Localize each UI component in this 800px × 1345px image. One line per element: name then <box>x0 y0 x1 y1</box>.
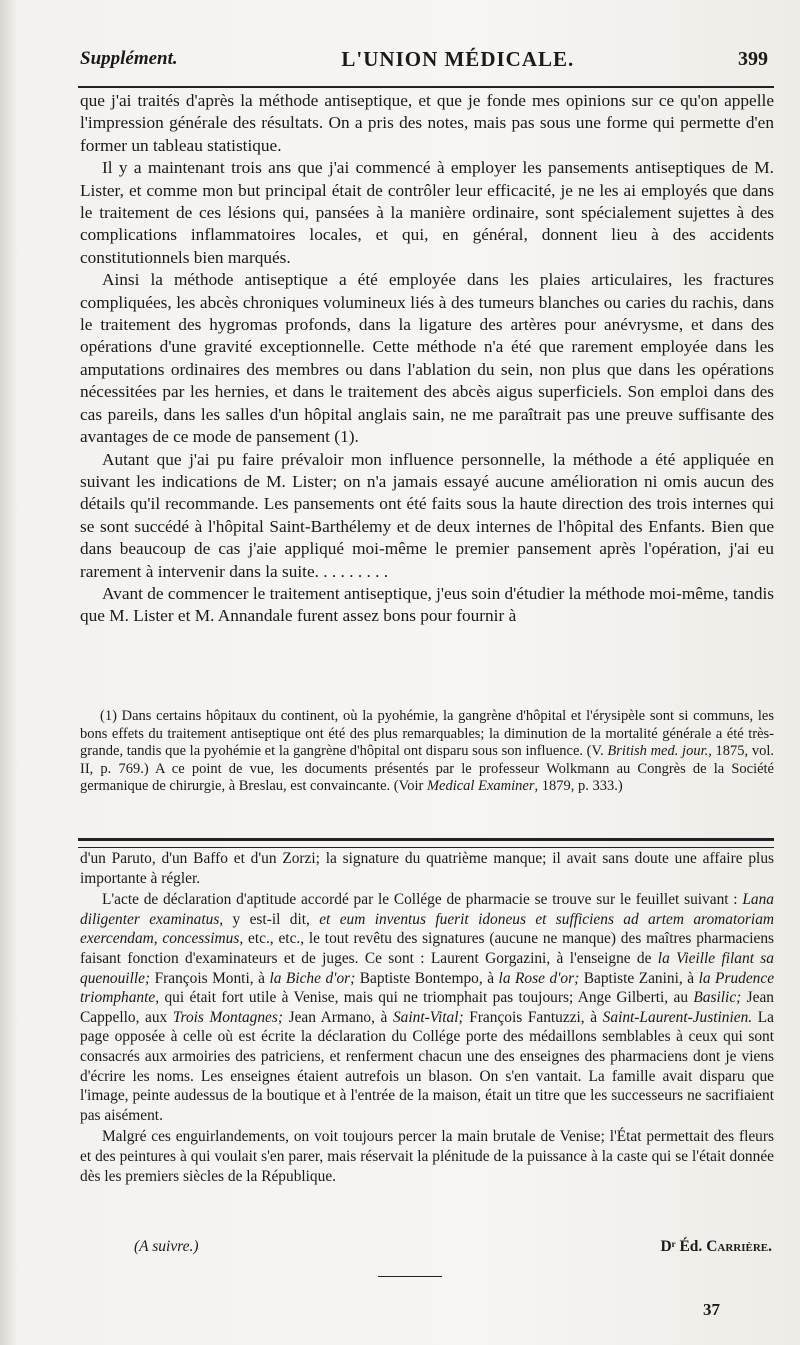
page-header <box>80 42 770 76</box>
footnote-text: , 1875, vol. II, p. 769.) A ce point de vue, les documents présentés par le professeur Wolkmann au Congrès de la Société germanique de chirurgie, à Breslau, est convaincante. (Voir <box>80 743 774 795</box>
author-name: Carrière. <box>706 1238 772 1255</box>
header-section-label: Supplément. <box>80 48 178 69</box>
author-signature <box>660 1238 774 1260</box>
shop-sign: Trois Montagnes; <box>172 1008 284 1026</box>
body-paragraph: Autant que j'ai pu faire prévaloir mon influence personnelle, la méthode a été appliquée en suivant les indications de M. Lister; on n'a jamais essayé aucune amélioration ni omis aucun des détails qu'il recommande. Les pansements ont été faits sous la haute direction des trois internes qui se sont succédé à l'hôpital Saint-Barthélemy et de deux internes de l'hôpital des Enfants. Bien que dans beaucoup de cas j'aie appliqué moi-même le premier pansement après l'opération, j'ai eu rarement à intervenir dans la suite. . . . . . . . . <box>80 449 774 581</box>
page-number: 399 <box>737 47 768 70</box>
text-run: etc., etc., le tout revêtu des signatures (aucune ne manque) des maîtres pharmaciens faisant fonction d'examinateurs et de juges. Ce sont : Laurent Gorgazini, à l'enseigne de <box>80 930 774 967</box>
shop-sign: la Vieille filant sa quenouille; <box>80 949 774 987</box>
text-run: Baptiste Zanini, à <box>579 969 699 987</box>
footnote <box>80 708 774 796</box>
shop-sign: la Biche d'or; <box>269 969 356 987</box>
text-run: La page opposée à celle où est écrite la déclaration du Collége porte des médaillons semblables à ceux qui sont consacrés aux armoiries des patriciens, et renferment chacun une des enseignes des pharmaciens dont je viens d'écrire les noms. Les enseignes étaient autrefois un blason. On s'en vantait. La famille avait disparu que l'image, peinte audessus de la boutique et à l'entrée de la maison, était un titre que les successeurs ne sacrifiaient pas aisément. <box>80 1008 774 1124</box>
text-run: Baptiste Bontempo, à <box>355 969 499 987</box>
signature-line <box>80 1238 774 1260</box>
sheet-number: 37 <box>703 1300 720 1319</box>
shop-sign: Saint-Vital; <box>392 1008 464 1026</box>
latin-quote: Lana diligenter examinatus, <box>80 891 774 928</box>
header-rule <box>78 86 774 88</box>
footnote-journal: British med. jour. <box>607 743 709 760</box>
feuilleton-section <box>80 849 774 1188</box>
shop-sign: Basilic; <box>693 989 742 1007</box>
article-body <box>80 90 774 628</box>
body-paragraph: que j'ai traités d'après la méthode antiseptique, et que je fonde mes opinions sur ce qu'on appelle l'impression générale des résultats. On a pris des notes, mais pas sous une forme qui permette d'en former un tableau statistique. <box>80 91 774 155</box>
feuilleton-divider <box>78 838 774 848</box>
text-run: François Monti, à <box>150 969 270 987</box>
text-run: François Fantuzzi, à <box>463 1008 603 1026</box>
text-run: y est-il dit, <box>223 910 320 928</box>
journal-title: L'UNION MÉDICALE. <box>341 46 575 71</box>
body-paragraph: Ainsi la méthode antiseptique a été employée dans les plaies articulaires, les fractures compliquées, les abcès chroniques volumineux liés à des tumeurs blanches ou caries du rachis, dans le traitement des hygromas profonds, dans la ligature des artères pour anévrysme, et dans des opérations d'une gravité exceptionnelle. Cette méthode n'a été que rarement employée dans les amputations ordinaires des membres ou dans l'ablation du sein, non plus que dans les opérations nécessitées par les hernies, et dans le traitement des abcès aigus superficiels. Son emploi dans des cas pareils, dans les salles d'un hôpital anglais sain, ne me paraîtrait pas une preuve suffisante des avantages de ce mode de pansement (1). <box>80 270 774 447</box>
text-run: Jean Cappello, aux <box>80 989 774 1026</box>
to-be-continued: (A suivre.) <box>134 1238 199 1255</box>
shop-sign: la Prudence triomphante, <box>80 969 775 1007</box>
body-paragraph: Avant de commencer le traitement antiseptique, j'eus soin d'étudier la méthode moi-même, tandis que M. Lister et M. Annandale furent assez bons pour fournir à <box>80 583 774 626</box>
closing-rule <box>378 1276 442 1277</box>
text-run: L'acte de déclaration d'aptitude accordé par le Collége de pharmacie se trouve sur le feuillet suivant : <box>102 891 743 909</box>
text-run: qui était fort utile à Venise, mais qui ne triomphait pas toujours; Ange Gilberti, au <box>159 989 694 1007</box>
feuilleton-paragraph <box>80 890 774 1125</box>
shop-sign: Saint-Laurent-Justinien. <box>602 1008 753 1026</box>
author-title: Dʳ Éd. <box>660 1238 707 1255</box>
feuilleton-paragraph: Malgré ces enguirlandements, on voit toujours percer la main brutale de Venise; l'État permettait des fleurs et des peintures à qui voulait s'en parer, mais réservait la plénitude de la puissance à la caste qui se l'était donnée dès les premiers siècles de la République. <box>80 1128 774 1185</box>
footnote-journal: Medical Examiner <box>426 778 535 795</box>
shop-sign: la Rose d'or; <box>498 969 580 987</box>
body-paragraph: Il y a maintenant trois ans que j'ai commencé à employer les pansements antiseptiques de M. Lister, et comme mon but principal était de contrôler leur efficacité, je ne les ai employés que dans le traitement de ces lésions qui, pansées à la manière ordinaire, sont spécialement sujettes à des complications inflammatoires locales, et qui, en général, donnent lieu à des accidents constitutionnels bien marqués. <box>80 158 774 267</box>
footnote-text: (1) Dans certains hôpitaux du continent, où la pyohémie, la gangrène d'hôpital et l'érysipèle sont si communs, les bons effets du traitement antiseptique ont été des plus remarquables; la diminution de la mortalité générale a été très-grande, tandis que la pyohémie et la gangrène d'hôpital ont disparu sous son influence. (V. <box>80 708 774 760</box>
feuilleton-paragraph: d'un Paruto, d'un Baffo et d'un Zorzi; la signature du quatrième manque; il avait sans doute une affaire plus importante à régler. <box>80 850 774 887</box>
text-run: Jean Armano, à <box>283 1008 393 1026</box>
latin-quote: et eum inventus fuerit idoneus et sufficiens ad artem aromatoriam exercendam, concessimus, <box>80 910 775 948</box>
footnote-text: , 1879, p. 333.) <box>534 778 623 795</box>
